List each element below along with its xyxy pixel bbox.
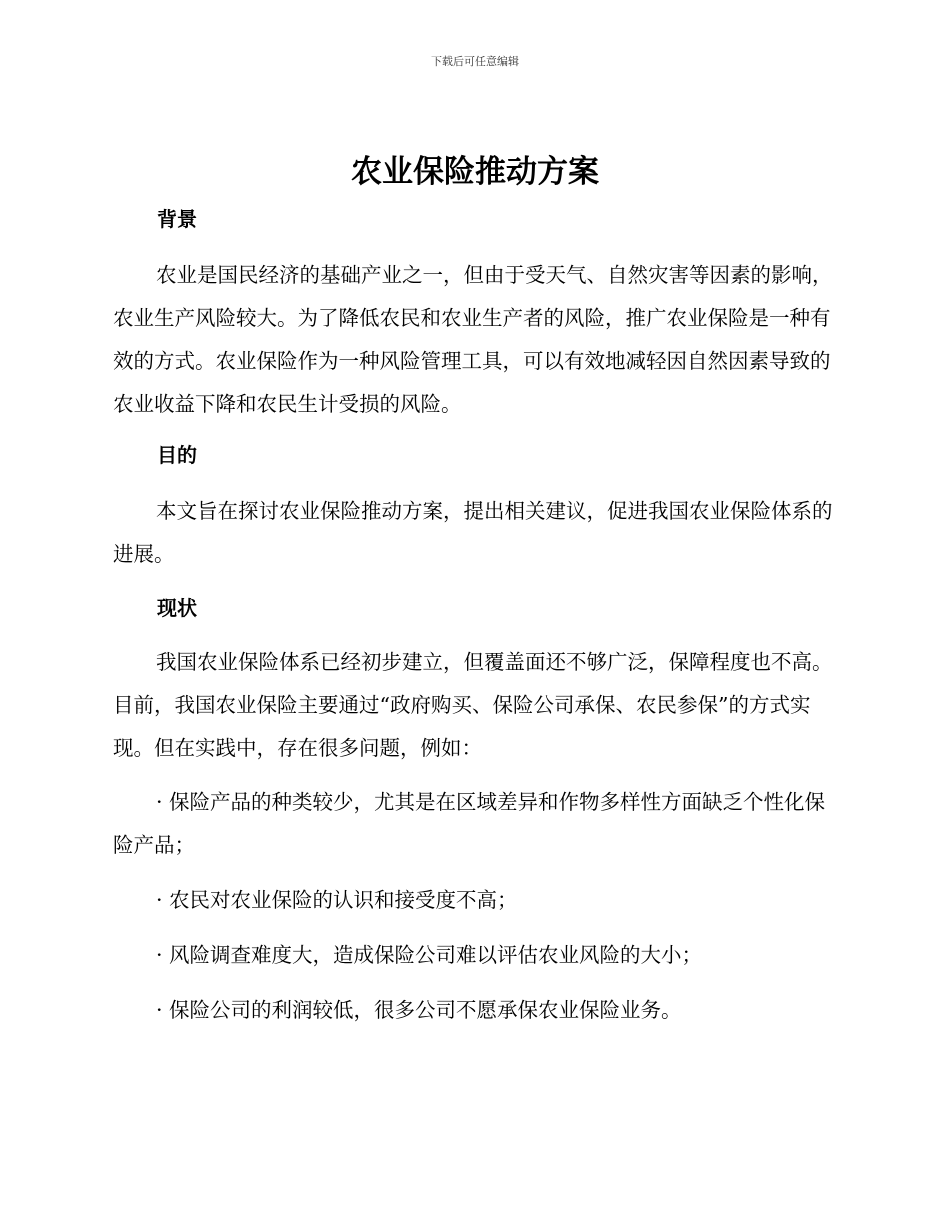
bullet-item: · 保险产品的种类较少，尤其是在区域差异和作物多样性方面缺乏个性化保险产品； [113,790,826,857]
paragraph-background: 农业是国民经济的基础产业之一，但由于受天气、自然灾害等因素的影响，农业生产风险较大。为了降低农民和农业生产者的风险，推广农业保险是一种有效的方式。农业保险作为一种风险管理工具，可以有效地减轻因自然因素导致的农业收益下降和农民生计受损的风险。 [113,263,833,416]
bullet-item: · 风险调查难度大，造成保险公司难以评估农业风险的大小； [156,943,703,967]
section-heading-status: 现状 [157,596,197,620]
document-title: 农业保险推动方案 [351,154,599,190]
paragraph-status: 我国农业保险体系已经初步建立，但覆盖面还不够广泛，保障程度也不高。目前，我国农业保险主要通过“政府购买、保险公司承保、农民参保”的方式实现。但在实践中，存在很多问题，例如： [113,650,833,760]
section-heading-background: 背景 [157,207,197,231]
bullet-item: · 农民对农业保险的认识和接受度不高； [156,888,518,912]
section-heading-purpose: 目的 [157,443,197,467]
bullet-item: · 保险公司的利润较低，很多公司不愿承保农业保险业务。 [156,998,682,1022]
page-header-note: 下载后可任意编辑 [431,55,519,68]
paragraph-purpose: 本文旨在探讨农业保险推动方案，提出相关建议，促进我国农业保险体系的进展。 [113,499,833,566]
